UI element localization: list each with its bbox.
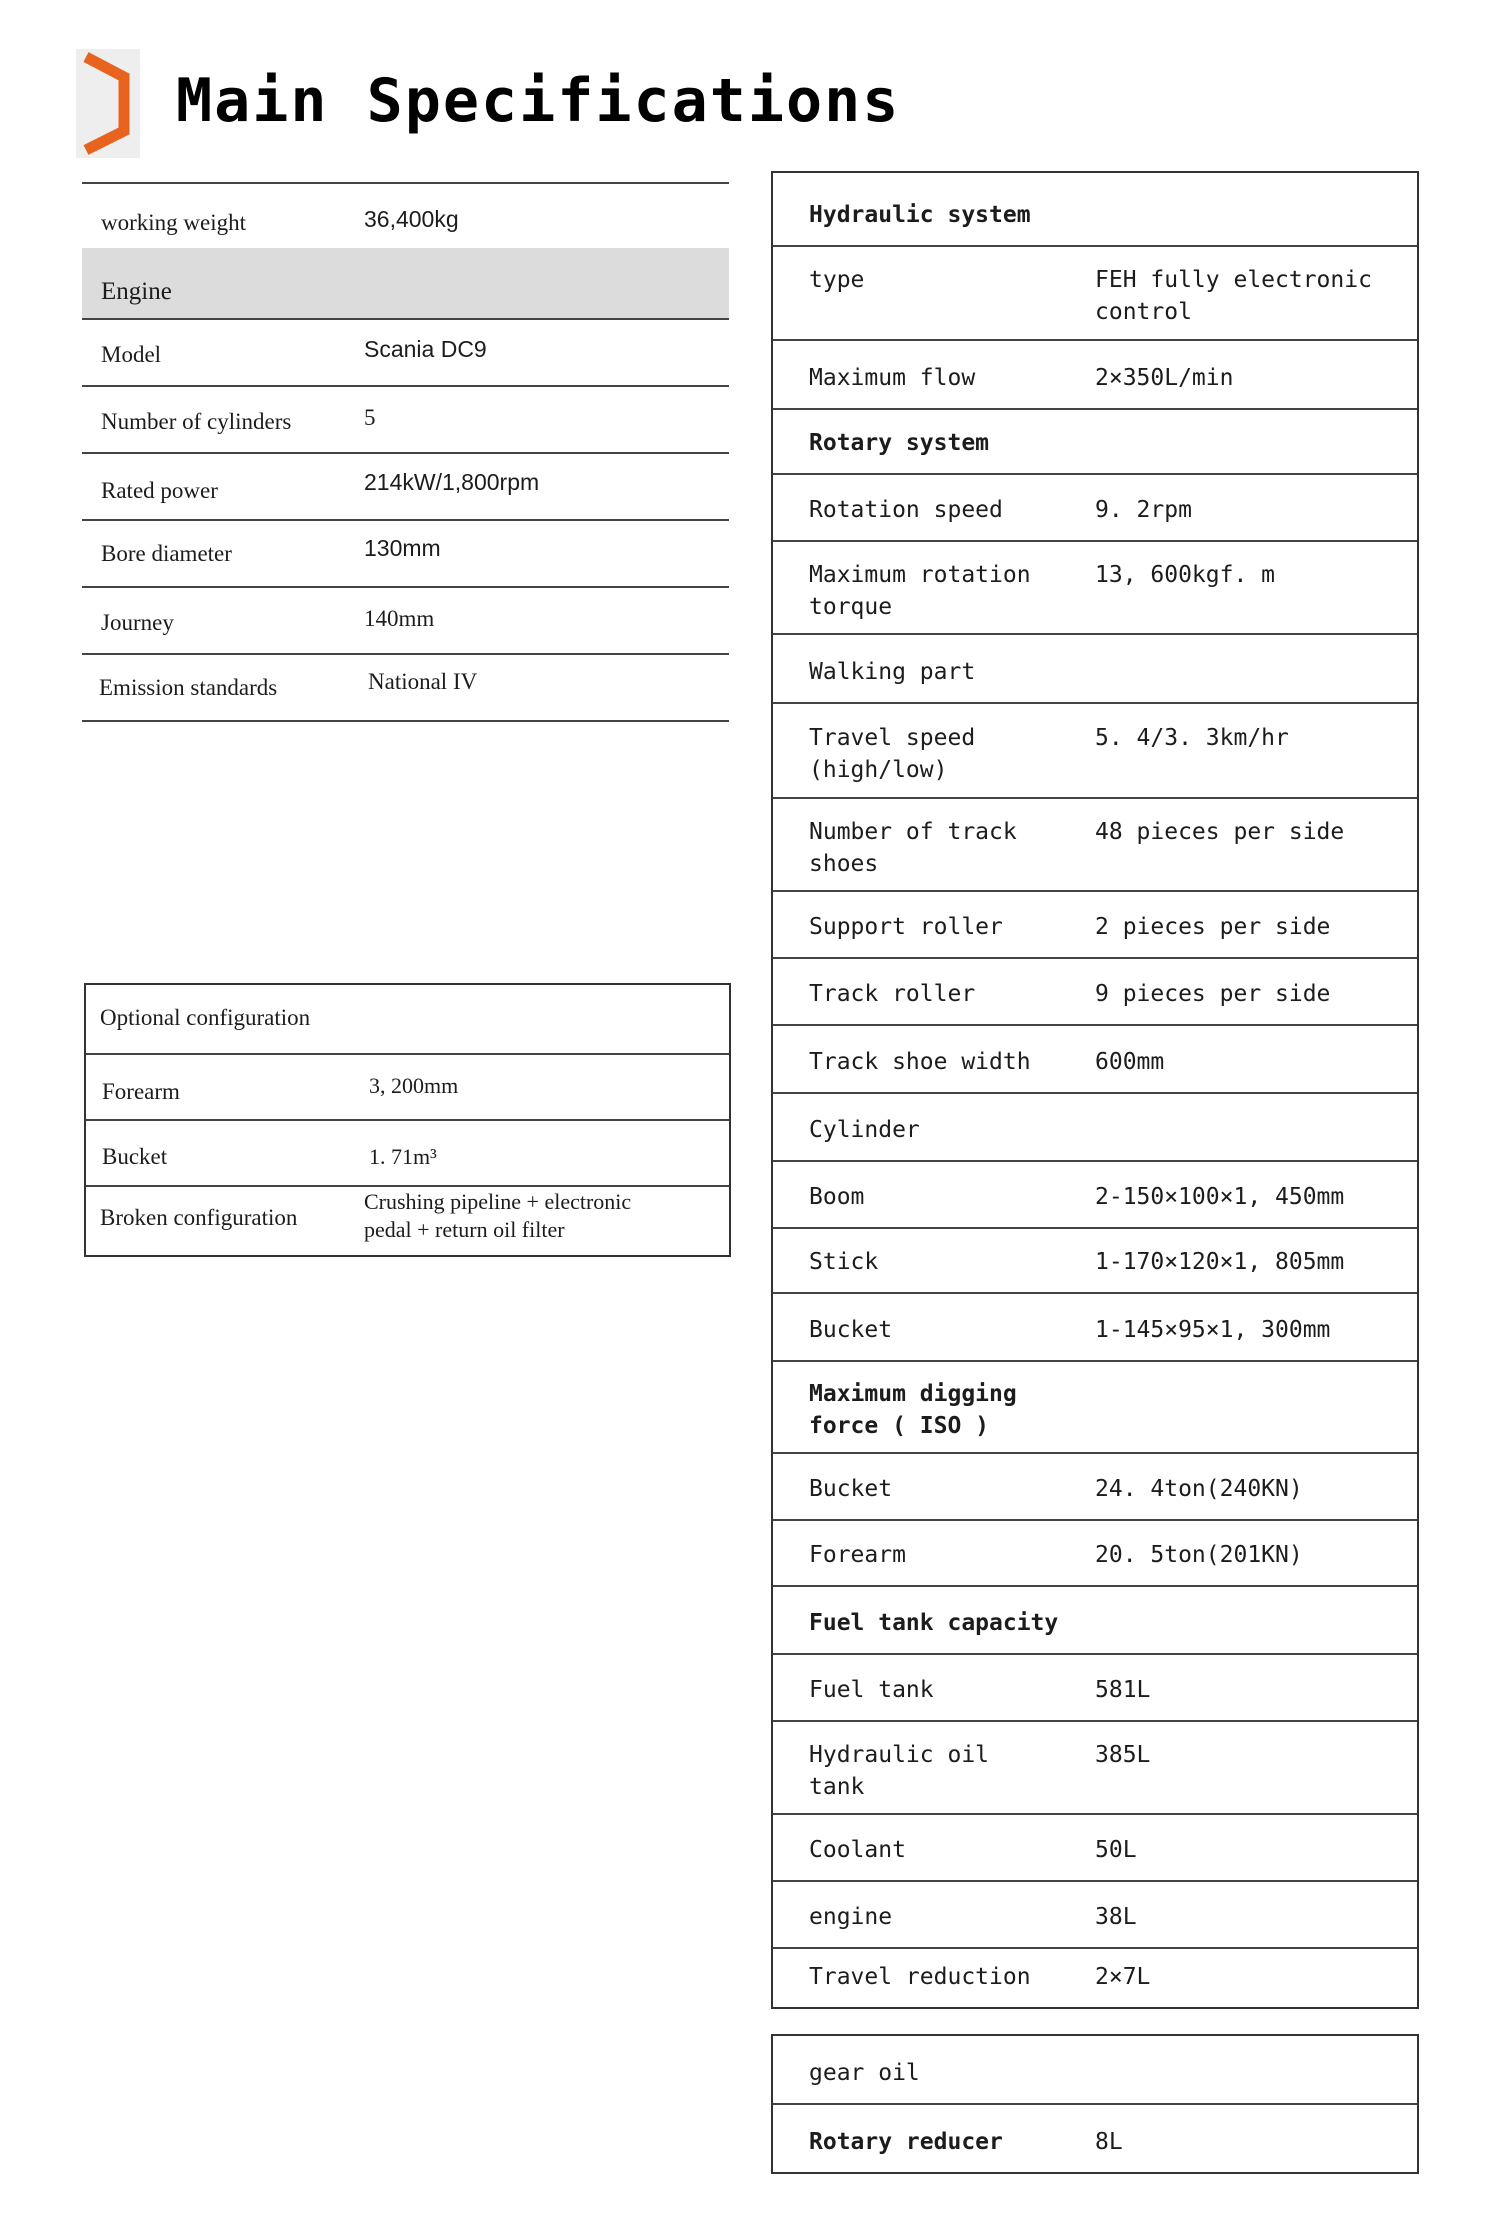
section-title: Maximum digging force ( ISO ) [809, 1381, 1017, 1439]
optional-config-table [84, 983, 731, 1257]
table-row [773, 1092, 1417, 1160]
basic-specs-table [82, 182, 729, 722]
row-label: Model [101, 342, 162, 367]
divider [773, 339, 1417, 341]
divider [773, 473, 1417, 475]
divider [82, 720, 729, 722]
divider [773, 2103, 1417, 2105]
row-label: gear oil [809, 2060, 920, 2086]
row-value: 1-145×95×1, 300mm [1095, 1317, 1331, 1343]
row-label: Travel reduction [809, 1964, 1031, 1990]
row-value: 38L [1095, 1904, 1137, 1930]
brand-logo [76, 49, 140, 158]
section-header-row [773, 1360, 1417, 1452]
gear-oil-table [771, 2034, 1419, 2174]
divider [773, 890, 1417, 892]
row-value: 130mm [364, 535, 441, 561]
table-row [773, 957, 1417, 1024]
row-label: Bore diameter [101, 541, 232, 566]
table-row [773, 1720, 1417, 1813]
row-value: Scania DC9 [364, 336, 487, 362]
row-label: Number of track shoes [809, 819, 1017, 877]
divider [773, 1292, 1417, 1294]
row-label: Bucket [102, 1144, 168, 1169]
row-label: Bucket [809, 1317, 893, 1343]
row-value-line1: Crushing pipeline + electronic [364, 1189, 632, 1214]
row-value: 600mm [1095, 1049, 1165, 1075]
section-header-engine [82, 248, 729, 318]
table-row [773, 1813, 1417, 1880]
row-value: 48 pieces per side [1095, 819, 1345, 845]
divider [773, 1024, 1417, 1026]
row-label: Boom [809, 1184, 865, 1210]
row-label: Maximum flow [809, 365, 976, 391]
row-label: Travel speed (high/low) [809, 725, 976, 783]
table-row [82, 182, 729, 248]
row-value: 581L [1095, 1677, 1151, 1703]
row-value: 2-150×100×1, 450mm [1095, 1184, 1345, 1210]
table-row [773, 1519, 1417, 1585]
table-row [773, 1947, 1417, 2007]
row-value: National IV [368, 669, 478, 694]
row-label: Broken configuration [100, 1205, 298, 1230]
divider [773, 1720, 1417, 1722]
divider [773, 1227, 1417, 1229]
divider [773, 957, 1417, 959]
section-title: Engine [101, 278, 172, 305]
row-value: 8L [1095, 2129, 1123, 2155]
row-label: Bucket [809, 1476, 893, 1502]
row-label: working weight [101, 210, 247, 235]
table-row [773, 339, 1417, 408]
section-header-row [773, 173, 1417, 245]
row-label: Forearm [102, 1079, 180, 1104]
table-row [773, 633, 1417, 702]
hydraulic-specs-table [771, 171, 1419, 2009]
row-value: 2 pieces per side [1095, 914, 1331, 940]
divider [773, 1880, 1417, 1882]
divider [773, 408, 1417, 410]
chevron-bracket-icon [76, 49, 140, 158]
row-label: Hydraulic oil tank [809, 1742, 990, 1800]
divider [773, 1585, 1417, 1587]
page-title: Main Specifications [176, 66, 901, 136]
row-label: type [809, 267, 865, 293]
divider [773, 1813, 1417, 1815]
table-row [82, 385, 729, 452]
row-label: Stick [809, 1249, 879, 1275]
section-title: Rotary system [809, 430, 990, 456]
table-row [86, 1119, 729, 1185]
row-value: 140mm [364, 606, 435, 631]
table-row [773, 797, 1417, 890]
section-header-row [773, 2103, 1417, 2172]
table-row [773, 1024, 1417, 1092]
table-row [773, 1452, 1417, 1519]
table-row [773, 702, 1417, 797]
table-row [82, 452, 729, 519]
row-value: 1. 71m³ [369, 1144, 437, 1169]
section-title: Fuel tank capacity [809, 1610, 1059, 1636]
table-row [773, 1160, 1417, 1227]
table-row [82, 586, 729, 653]
section-title: Hydraulic system [809, 202, 1031, 228]
row-label: Emission standards [99, 675, 278, 700]
table-row [86, 1185, 729, 1253]
row-label: Coolant [809, 1837, 906, 1863]
row-value: 20. 5ton(201KN) [1095, 1542, 1303, 1568]
row-value: 3, 200mm [369, 1073, 459, 1098]
row-value: 9. 2rpm [1095, 497, 1192, 523]
row-label: Number of cylinders [101, 409, 292, 434]
row-label: Fuel tank [809, 1677, 934, 1703]
row-label: engine [809, 1904, 893, 1930]
divider [773, 797, 1417, 799]
table-row [773, 890, 1417, 957]
row-value: 2×350L/min [1095, 365, 1234, 391]
row-value: FEH fully electronic control [1095, 267, 1372, 325]
table-row [82, 318, 729, 385]
table-row [773, 245, 1417, 339]
divider [773, 540, 1417, 542]
table-row [82, 519, 729, 586]
divider [773, 1947, 1417, 1949]
divider [773, 1653, 1417, 1655]
table-row [773, 1880, 1417, 1947]
row-value-line2: pedal + return oil filter [364, 1217, 565, 1242]
row-value: 385L [1095, 1742, 1151, 1768]
row-value: 24. 4ton(240KN) [1095, 1476, 1303, 1502]
row-label: Journey [101, 610, 174, 635]
row-value: 13, 600kgf. m [1095, 562, 1276, 588]
row-value: 36,400kg [364, 206, 459, 232]
table-row [773, 1227, 1417, 1292]
row-label: Rotation speed [809, 497, 1003, 523]
row-value: 9 pieces per side [1095, 981, 1331, 1007]
divider [773, 1160, 1417, 1162]
row-value: 5 [364, 405, 376, 430]
divider [773, 1092, 1417, 1094]
row-label: Track shoe width [809, 1049, 1031, 1075]
row-label: Maximum rotation torque [809, 562, 1031, 620]
table-row [773, 1653, 1417, 1720]
section-header-row [773, 1585, 1417, 1653]
section-title: Rotary reducer [809, 2129, 1003, 2155]
table-row [773, 473, 1417, 540]
row-label: Cylinder [809, 1117, 920, 1143]
table-header-row [86, 985, 729, 1053]
row-value: 50L [1095, 1837, 1137, 1863]
row-label: Support roller [809, 914, 1003, 940]
table-row [82, 653, 729, 720]
row-value: 2×7L [1095, 1964, 1151, 1990]
section-header-row [773, 408, 1417, 473]
section-title: Optional configuration [100, 1005, 311, 1030]
row-label: Track roller [809, 981, 976, 1007]
row-value: 214kW/1,800rpm [364, 469, 540, 495]
divider [773, 1519, 1417, 1521]
table-row [773, 2036, 1417, 2103]
table-row [86, 1053, 729, 1119]
table-row [773, 1292, 1417, 1360]
divider [773, 1360, 1417, 1362]
row-value: 5. 4/3. 3km/hr [1095, 725, 1289, 751]
row-label: Walking part [809, 659, 976, 685]
table-row [773, 540, 1417, 633]
divider [773, 633, 1417, 635]
divider [773, 702, 1417, 704]
row-label: Forearm [809, 1542, 906, 1568]
row-value: 1-170×120×1, 805mm [1095, 1249, 1345, 1275]
row-label: Rated power [101, 478, 218, 503]
divider [773, 1452, 1417, 1454]
divider [773, 245, 1417, 247]
